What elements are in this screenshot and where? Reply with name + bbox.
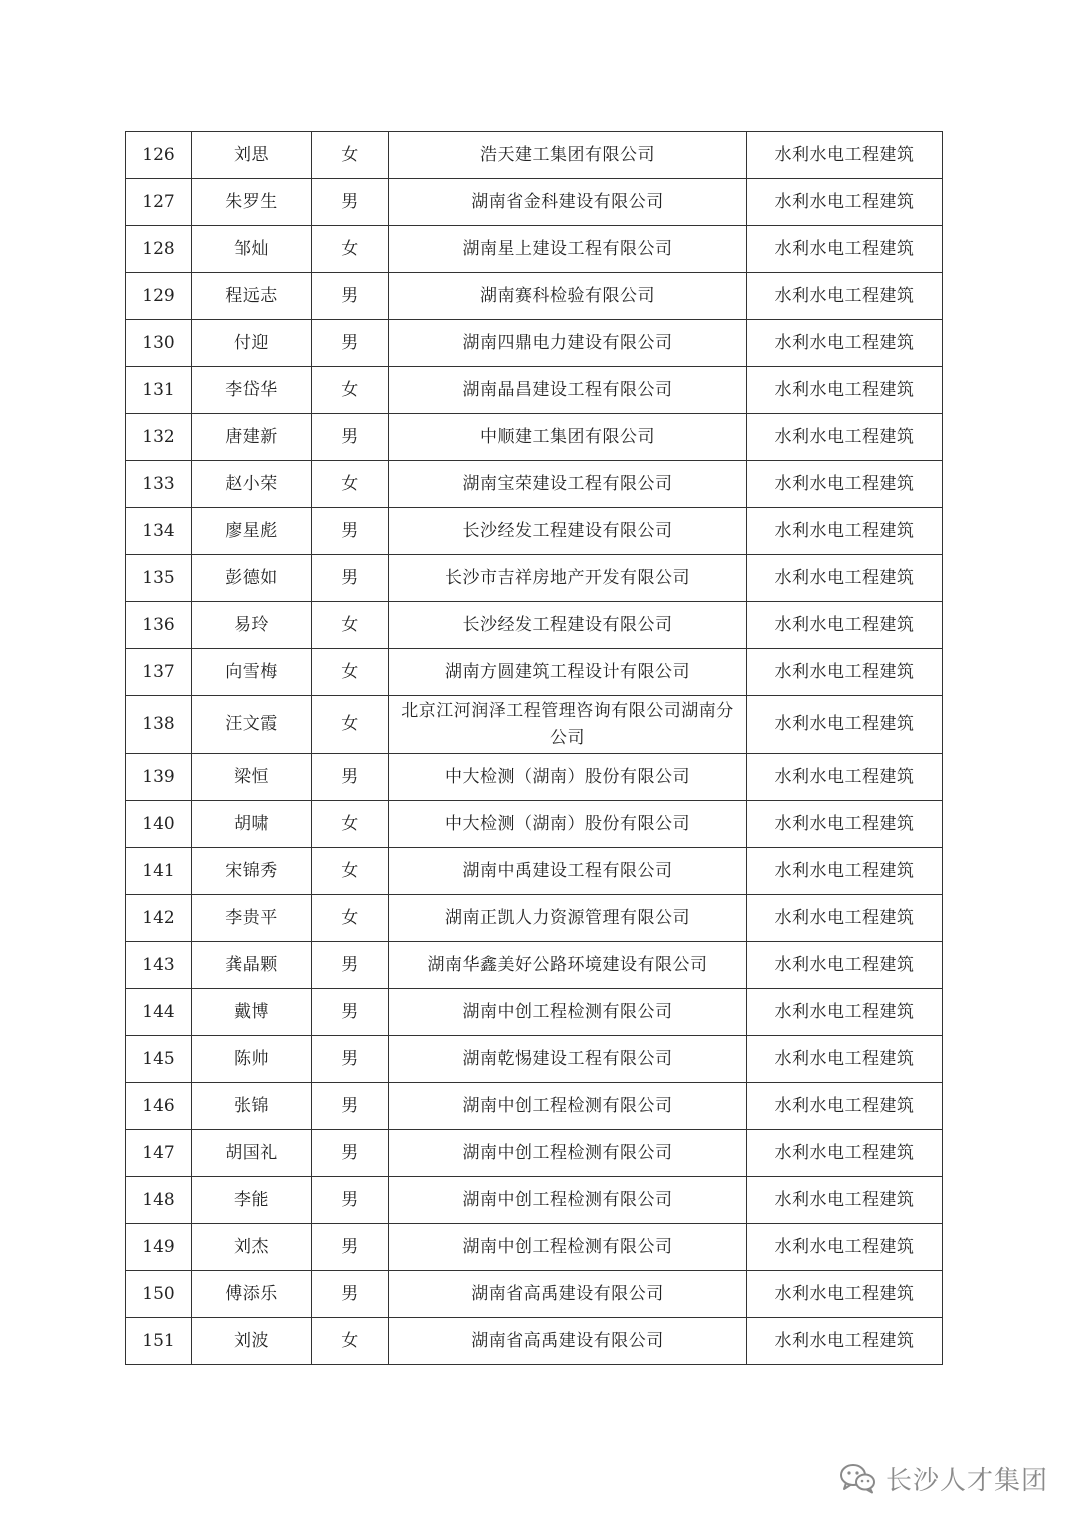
watermark — [838, 1458, 1048, 1498]
gender: 女 — [312, 367, 389, 414]
specialty: 水利水电工程建筑 — [747, 1224, 943, 1271]
specialty: 水利水电工程建筑 — [747, 942, 943, 989]
row-number: 129 — [126, 273, 192, 320]
row-number: 134 — [126, 508, 192, 555]
person-name: 唐建新 — [192, 414, 312, 461]
gender: 男 — [312, 1224, 389, 1271]
table-row — [126, 696, 943, 754]
gender: 女 — [312, 602, 389, 649]
company-name: 湖南华鑫美好公路环境建设有限公司 — [389, 942, 747, 989]
table-row — [126, 1036, 943, 1083]
gender: 男 — [312, 508, 389, 555]
row-number: 139 — [126, 754, 192, 801]
person-name: 程远志 — [192, 273, 312, 320]
person-name: 廖星彪 — [192, 508, 312, 555]
row-number: 136 — [126, 602, 192, 649]
person-name: 赵小荣 — [192, 461, 312, 508]
gender: 男 — [312, 754, 389, 801]
company-name: 中大检测（湖南）股份有限公司 — [389, 754, 747, 801]
row-number: 130 — [126, 320, 192, 367]
company-name: 长沙经发工程建设有限公司 — [389, 602, 747, 649]
table-row — [126, 848, 943, 895]
table-row — [126, 754, 943, 801]
person-name: 刘杰 — [192, 1224, 312, 1271]
person-name: 张锦 — [192, 1083, 312, 1130]
table-row — [126, 1318, 943, 1365]
person-name: 彭德如 — [192, 555, 312, 602]
company-name: 湖南中创工程检测有限公司 — [389, 1224, 747, 1271]
row-number: 149 — [126, 1224, 192, 1271]
person-name: 梁恒 — [192, 754, 312, 801]
row-number: 131 — [126, 367, 192, 414]
specialty: 水利水电工程建筑 — [747, 989, 943, 1036]
table-row — [126, 1177, 943, 1224]
company-name: 湖南晶昌建设工程有限公司 — [389, 367, 747, 414]
specialty: 水利水电工程建筑 — [747, 461, 943, 508]
wechat-icon — [838, 1462, 878, 1494]
person-name: 戴博 — [192, 989, 312, 1036]
gender: 男 — [312, 179, 389, 226]
row-number: 144 — [126, 989, 192, 1036]
company-name: 长沙经发工程建设有限公司 — [389, 508, 747, 555]
company-name: 湖南中创工程检测有限公司 — [389, 1083, 747, 1130]
company-name: 中顺建工集团有限公司 — [389, 414, 747, 461]
company-name: 湖南宝荣建设工程有限公司 — [389, 461, 747, 508]
row-number: 147 — [126, 1130, 192, 1177]
specialty: 水利水电工程建筑 — [747, 367, 943, 414]
company-name: 湖南乾惕建设工程有限公司 — [389, 1036, 747, 1083]
person-name: 向雪梅 — [192, 649, 312, 696]
company-name: 湖南方圆建筑工程设计有限公司 — [389, 649, 747, 696]
person-name: 邹灿 — [192, 226, 312, 273]
specialty: 水利水电工程建筑 — [747, 273, 943, 320]
gender: 男 — [312, 942, 389, 989]
person-name: 陈帅 — [192, 1036, 312, 1083]
watermark-text: 长沙人才集团 — [886, 1465, 1049, 1496]
company-name: 湖南星上建设工程有限公司 — [389, 226, 747, 273]
specialty: 水利水电工程建筑 — [747, 801, 943, 848]
table-row — [126, 414, 943, 461]
table-row — [126, 555, 943, 602]
row-number: 146 — [126, 1083, 192, 1130]
table-row — [126, 1130, 943, 1177]
row-number: 151 — [126, 1318, 192, 1365]
person-name: 李贵平 — [192, 895, 312, 942]
row-number: 138 — [126, 696, 192, 754]
gender: 女 — [312, 1318, 389, 1365]
gender: 女 — [312, 132, 389, 179]
table-row — [126, 602, 943, 649]
person-name: 胡啸 — [192, 801, 312, 848]
specialty: 水利水电工程建筑 — [747, 848, 943, 895]
row-number: 133 — [126, 461, 192, 508]
specialty: 水利水电工程建筑 — [747, 1130, 943, 1177]
company-name: 湖南中创工程检测有限公司 — [389, 1177, 747, 1224]
specialty: 水利水电工程建筑 — [747, 649, 943, 696]
row-number: 145 — [126, 1036, 192, 1083]
specialty: 水利水电工程建筑 — [747, 226, 943, 273]
specialty: 水利水电工程建筑 — [747, 754, 943, 801]
company-name: 北京江河润泽工程管理咨询有限公司湖南分公司 — [389, 696, 747, 754]
company-name: 湖南正凯人力资源管理有限公司 — [389, 895, 747, 942]
table-row — [126, 132, 943, 179]
table-row — [126, 1224, 943, 1271]
specialty: 水利水电工程建筑 — [747, 1036, 943, 1083]
row-number: 148 — [126, 1177, 192, 1224]
company-name: 湖南省金科建设有限公司 — [389, 179, 747, 226]
row-number: 135 — [126, 555, 192, 602]
specialty: 水利水电工程建筑 — [747, 414, 943, 461]
gender: 男 — [312, 555, 389, 602]
roster-table — [125, 131, 943, 1365]
specialty: 水利水电工程建筑 — [747, 1271, 943, 1318]
gender: 女 — [312, 848, 389, 895]
company-name: 湖南中创工程检测有限公司 — [389, 1130, 747, 1177]
row-number: 132 — [126, 414, 192, 461]
specialty: 水利水电工程建筑 — [747, 179, 943, 226]
table-row — [126, 989, 943, 1036]
table-row — [126, 942, 943, 989]
gender: 男 — [312, 273, 389, 320]
person-name: 刘波 — [192, 1318, 312, 1365]
row-number: 140 — [126, 801, 192, 848]
table-row — [126, 1271, 943, 1318]
company-name: 湖南省高禹建设有限公司 — [389, 1318, 747, 1365]
table-row — [126, 461, 943, 508]
person-name: 刘思 — [192, 132, 312, 179]
company-name: 湖南赛科检验有限公司 — [389, 273, 747, 320]
person-name: 付迎 — [192, 320, 312, 367]
table-row — [126, 1083, 943, 1130]
gender: 女 — [312, 461, 389, 508]
gender: 男 — [312, 1083, 389, 1130]
specialty: 水利水电工程建筑 — [747, 555, 943, 602]
table-row — [126, 273, 943, 320]
company-name: 湖南中禹建设工程有限公司 — [389, 848, 747, 895]
company-name: 湖南中创工程检测有限公司 — [389, 989, 747, 1036]
company-name: 长沙市吉祥房地产开发有限公司 — [389, 555, 747, 602]
table-row — [126, 320, 943, 367]
person-name: 宋锦秀 — [192, 848, 312, 895]
table-row — [126, 649, 943, 696]
person-name: 朱罗生 — [192, 179, 312, 226]
gender: 女 — [312, 649, 389, 696]
company-name: 中大检测（湖南）股份有限公司 — [389, 801, 747, 848]
specialty: 水利水电工程建筑 — [747, 132, 943, 179]
company-name: 湖南省高禹建设有限公司 — [389, 1271, 747, 1318]
person-name: 汪文霞 — [192, 696, 312, 754]
specialty: 水利水电工程建筑 — [747, 320, 943, 367]
row-number: 127 — [126, 179, 192, 226]
person-name: 李岱华 — [192, 367, 312, 414]
row-number: 150 — [126, 1271, 192, 1318]
row-number: 128 — [126, 226, 192, 273]
table-row — [126, 226, 943, 273]
gender: 男 — [312, 1130, 389, 1177]
specialty: 水利水电工程建筑 — [747, 696, 943, 754]
person-name: 龚晶颗 — [192, 942, 312, 989]
company-name: 浩天建工集团有限公司 — [389, 132, 747, 179]
specialty: 水利水电工程建筑 — [747, 508, 943, 555]
row-number: 137 — [126, 649, 192, 696]
table-row — [126, 508, 943, 555]
gender: 男 — [312, 1036, 389, 1083]
gender: 女 — [312, 696, 389, 754]
person-name: 傅添乐 — [192, 1271, 312, 1318]
company-name: 湖南四鼎电力建设有限公司 — [389, 320, 747, 367]
gender: 男 — [312, 320, 389, 367]
specialty: 水利水电工程建筑 — [747, 1083, 943, 1130]
table-row — [126, 801, 943, 848]
gender: 男 — [312, 1271, 389, 1318]
row-number: 143 — [126, 942, 192, 989]
gender: 男 — [312, 1177, 389, 1224]
gender: 男 — [312, 414, 389, 461]
roster-table-body — [126, 132, 943, 1365]
specialty: 水利水电工程建筑 — [747, 602, 943, 649]
person-name: 易玲 — [192, 602, 312, 649]
gender: 女 — [312, 226, 389, 273]
specialty: 水利水电工程建筑 — [747, 1318, 943, 1365]
person-name: 胡国礼 — [192, 1130, 312, 1177]
table-row — [126, 367, 943, 414]
table-row — [126, 179, 943, 226]
row-number: 142 — [126, 895, 192, 942]
specialty: 水利水电工程建筑 — [747, 1177, 943, 1224]
gender: 女 — [312, 801, 389, 848]
row-number: 126 — [126, 132, 192, 179]
specialty: 水利水电工程建筑 — [747, 895, 943, 942]
gender: 女 — [312, 895, 389, 942]
person-name: 李能 — [192, 1177, 312, 1224]
row-number: 141 — [126, 848, 192, 895]
table-row — [126, 895, 943, 942]
gender: 男 — [312, 989, 389, 1036]
